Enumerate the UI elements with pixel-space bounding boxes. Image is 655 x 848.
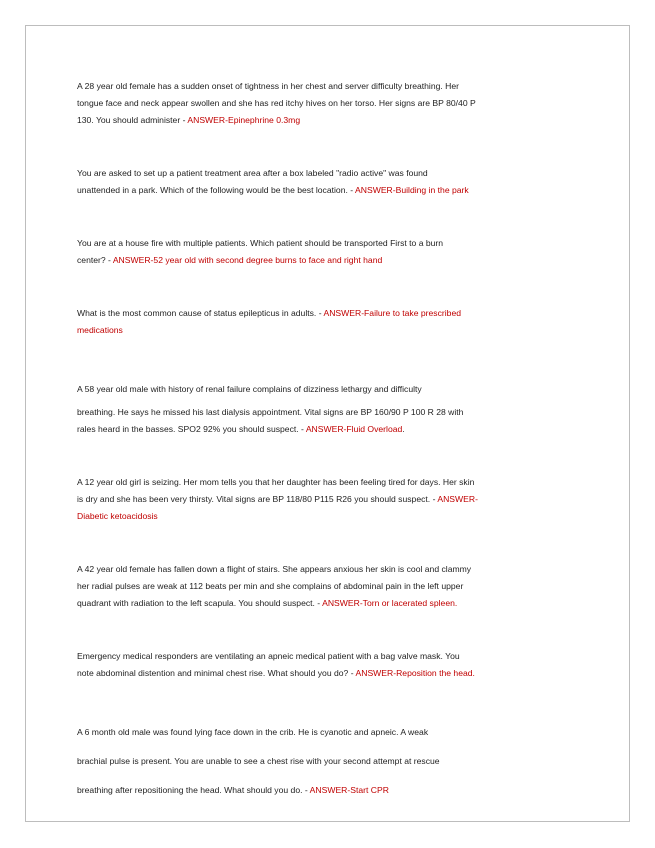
question-block-5 [77,375,577,438]
question-line [77,718,577,747]
answer-text: ANSWER-Failure to take prescribed [323,308,462,318]
answer-text: ANSWER-52 year old with second degree burns to face and right hand [112,255,383,265]
question-line [77,421,577,438]
answer-text: ANSWER-Epinephrine 0.3mg [187,115,301,125]
question-block-2 [77,165,577,199]
question-block-6 [77,474,577,525]
question-text: A 6 month old male was found lying face down in the crib. He is cyanotic and apneic. A weak [77,727,429,737]
question-line [77,165,577,182]
question-line [77,182,577,199]
question-block-4 [77,305,577,339]
question-text: Emergency medical responders are ventilating an apneic medical patient with a bag valve mask. You [77,651,460,661]
question-line [77,578,577,595]
question-text: A 58 year old male with history of renal failure complains of dizziness lethargy and difficulty [77,384,422,394]
question-block-8 [77,648,577,682]
answer-text: ANSWER-Building in the park [355,185,469,195]
question-text: What is the most common cause of status epilepticus in adults. - [77,308,324,318]
question-line [77,776,577,805]
question-text: A 42 year old female has fallen down a flight of stairs. She appears anxious her skin is cool and clammy [77,564,472,574]
question-line [77,595,577,612]
answer-text: ANSWER- [437,494,478,504]
question-line [77,474,577,491]
answer-text: ANSWER-Torn or lacerated spleen. [322,598,458,608]
question-line [77,235,577,252]
question-line [77,665,577,682]
question-text: is dry and she has been very thirsty. Vital signs are BP 118/80 P115 R26 you should suspect. - [77,494,438,504]
answer-text: ANSWER-Start CPR [309,785,389,795]
question-text: unattended in a park. Which of the following would be the best location. - [77,185,356,195]
answer-text: ANSWER-Reposition the head. [355,668,475,678]
question-text: breathing. He says he missed his last dialysis appointment. Vital signs are BP 160/90 P 100 R 28 with [77,407,464,417]
question-line [77,648,577,665]
question-block-7 [77,561,577,612]
question-text: note abdominal distention and minimal chest rise. What should you do? - [77,668,356,678]
answer-text: medications [77,325,123,335]
question-block-3 [77,235,577,269]
document-body [77,78,577,841]
question-line [77,375,577,404]
question-text: her radial pulses are weak at 112 beats per min and she complains of abdominal pain in the left upper [77,581,464,591]
question-line [77,508,577,525]
question-text: 130. You should administer - [77,115,188,125]
question-line [77,404,577,421]
document-page [25,25,630,822]
question-text: . [402,424,405,434]
question-text: center? - [77,255,113,265]
question-line [77,305,577,322]
question-line [77,78,577,95]
answer-text: ANSWER-Fluid Overload [305,424,403,434]
question-line [77,112,577,129]
question-text: breathing after repositioning the head. What should you do. - [77,785,310,795]
question-line [77,747,577,776]
question-text: You are at a house fire with multiple patients. Which patient should be transported First to a burn [77,238,444,248]
question-line [77,491,577,508]
question-line [77,95,577,112]
question-block-1 [77,78,577,129]
question-text: brachial pulse is present. You are unable to see a chest rise with your second attempt at rescue [77,756,440,766]
question-block-9 [77,718,577,805]
question-text: tongue face and neck appear swollen and she has red itchy hives on her torso. Her signs are BP 80/40 P [77,98,476,108]
answer-text: Diabetic ketoacidosis [77,511,158,521]
question-text: A 12 year old girl is seizing. Her mom tells you that her daughter has been feeling tired for days. Her skin [77,477,475,487]
question-text: You are asked to set up a patient treatment area after a box labeled "radio active" was found [77,168,428,178]
question-line [77,561,577,578]
question-line [77,322,577,339]
question-text: quadrant with radiation to the left scapula. You should suspect. - [77,598,323,608]
question-text: A 28 year old female has a sudden onset of tightness in her chest and server difficulty breathing. Her [77,81,460,91]
question-line [77,252,577,269]
question-text: rales heard in the basses. SPO2 92% you should suspect. - [77,424,306,434]
